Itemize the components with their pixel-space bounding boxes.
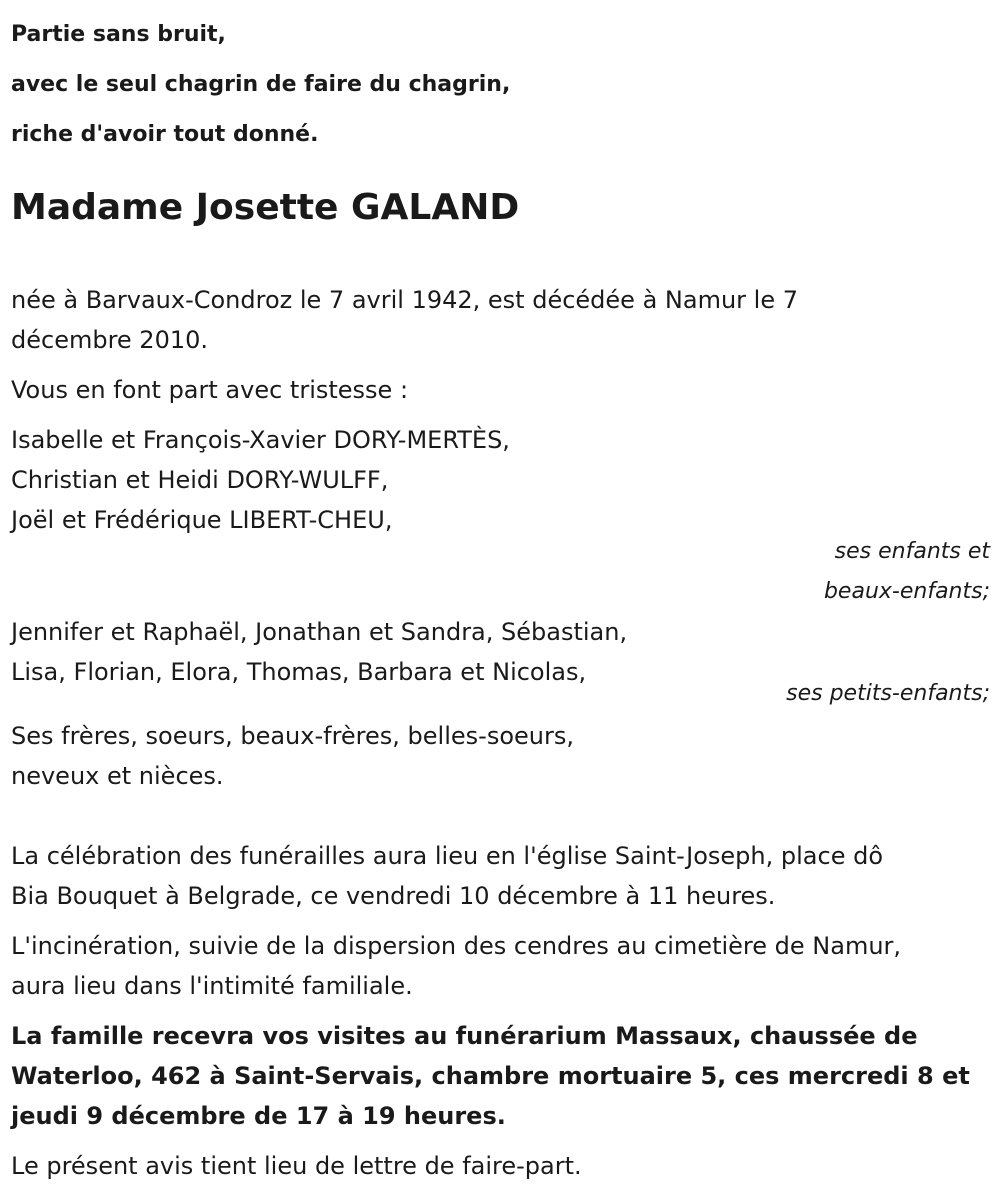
children-role-line: beaux-enfants; [823,579,990,604]
children-role [11,532,991,612]
visits-line: Waterloo, 462 à Saint-Servais, chambre mortuaire 5, ces mercredi 8 et [11,1062,970,1090]
children-line: Isabelle et François-Xavier DORY-MERTÈS, [11,426,510,454]
obituary-notice [11,0,991,1186]
funeral-line: La célébration des funérailles aura lieu en l'église Saint-Joseph, place dô [11,842,884,870]
relatives-line: neveux et nièces. [11,762,224,790]
cremation-line: L'incinération, suivie de la dispersion des cendres au cimetière de Namur, [11,932,902,960]
poem-line: riche d'avoir tout donné. [11,122,319,147]
relatives-line: Ses frères, soeurs, beaux-frères, belles-soeurs, [11,722,574,750]
visits-line: La famille recevra vos visites au funérarium Massaux, chaussée de [11,1022,918,1050]
children-role-line: ses enfants et [834,539,990,564]
funeral-line: Bia Bouquet à Belgrade, ce vendredi 10 décembre à 11 heures. [11,882,776,910]
deceased-name: Madame Josette GALAND [11,187,520,228]
visits-line: jeudi 9 décembre de 17 à 19 heures. [11,1102,506,1130]
poem [11,10,991,160]
cremation-line: aura lieu dans l'intimité familiale. [11,972,413,1000]
poem-line: Partie sans bruit, [11,22,226,47]
announce-intro: Vous en font part avec tristesse : [11,376,409,404]
birth-death-text: née à Barvaux-Condroz le 7 avril 1942, est décédée à Namur le 7 décembre 2010. [11,286,798,354]
cremation-text [11,926,991,1006]
children-list [11,420,991,540]
funeral-text [11,836,991,916]
grandchildren-line: Jennifer et Raphaël, Jonathan et Sandra, Sébastian, [11,618,628,646]
visits-text [11,1016,991,1136]
closing-text: Le présent avis tient lieu de lettre de faire-part. [11,1152,582,1180]
children-line: Joël et Frédérique LIBERT-CHEU, [11,506,393,534]
grandchildren-role-line: ses petits-enfants; [786,681,990,706]
relatives [11,716,991,796]
grandchildren-line: Lisa, Florian, Elora, Thomas, Barbara et Nicolas, [11,658,587,686]
children-line: Christian et Heidi DORY-WULFF, [11,466,389,494]
poem-line: avec le seul chagrin de faire du chagrin, [11,72,511,97]
